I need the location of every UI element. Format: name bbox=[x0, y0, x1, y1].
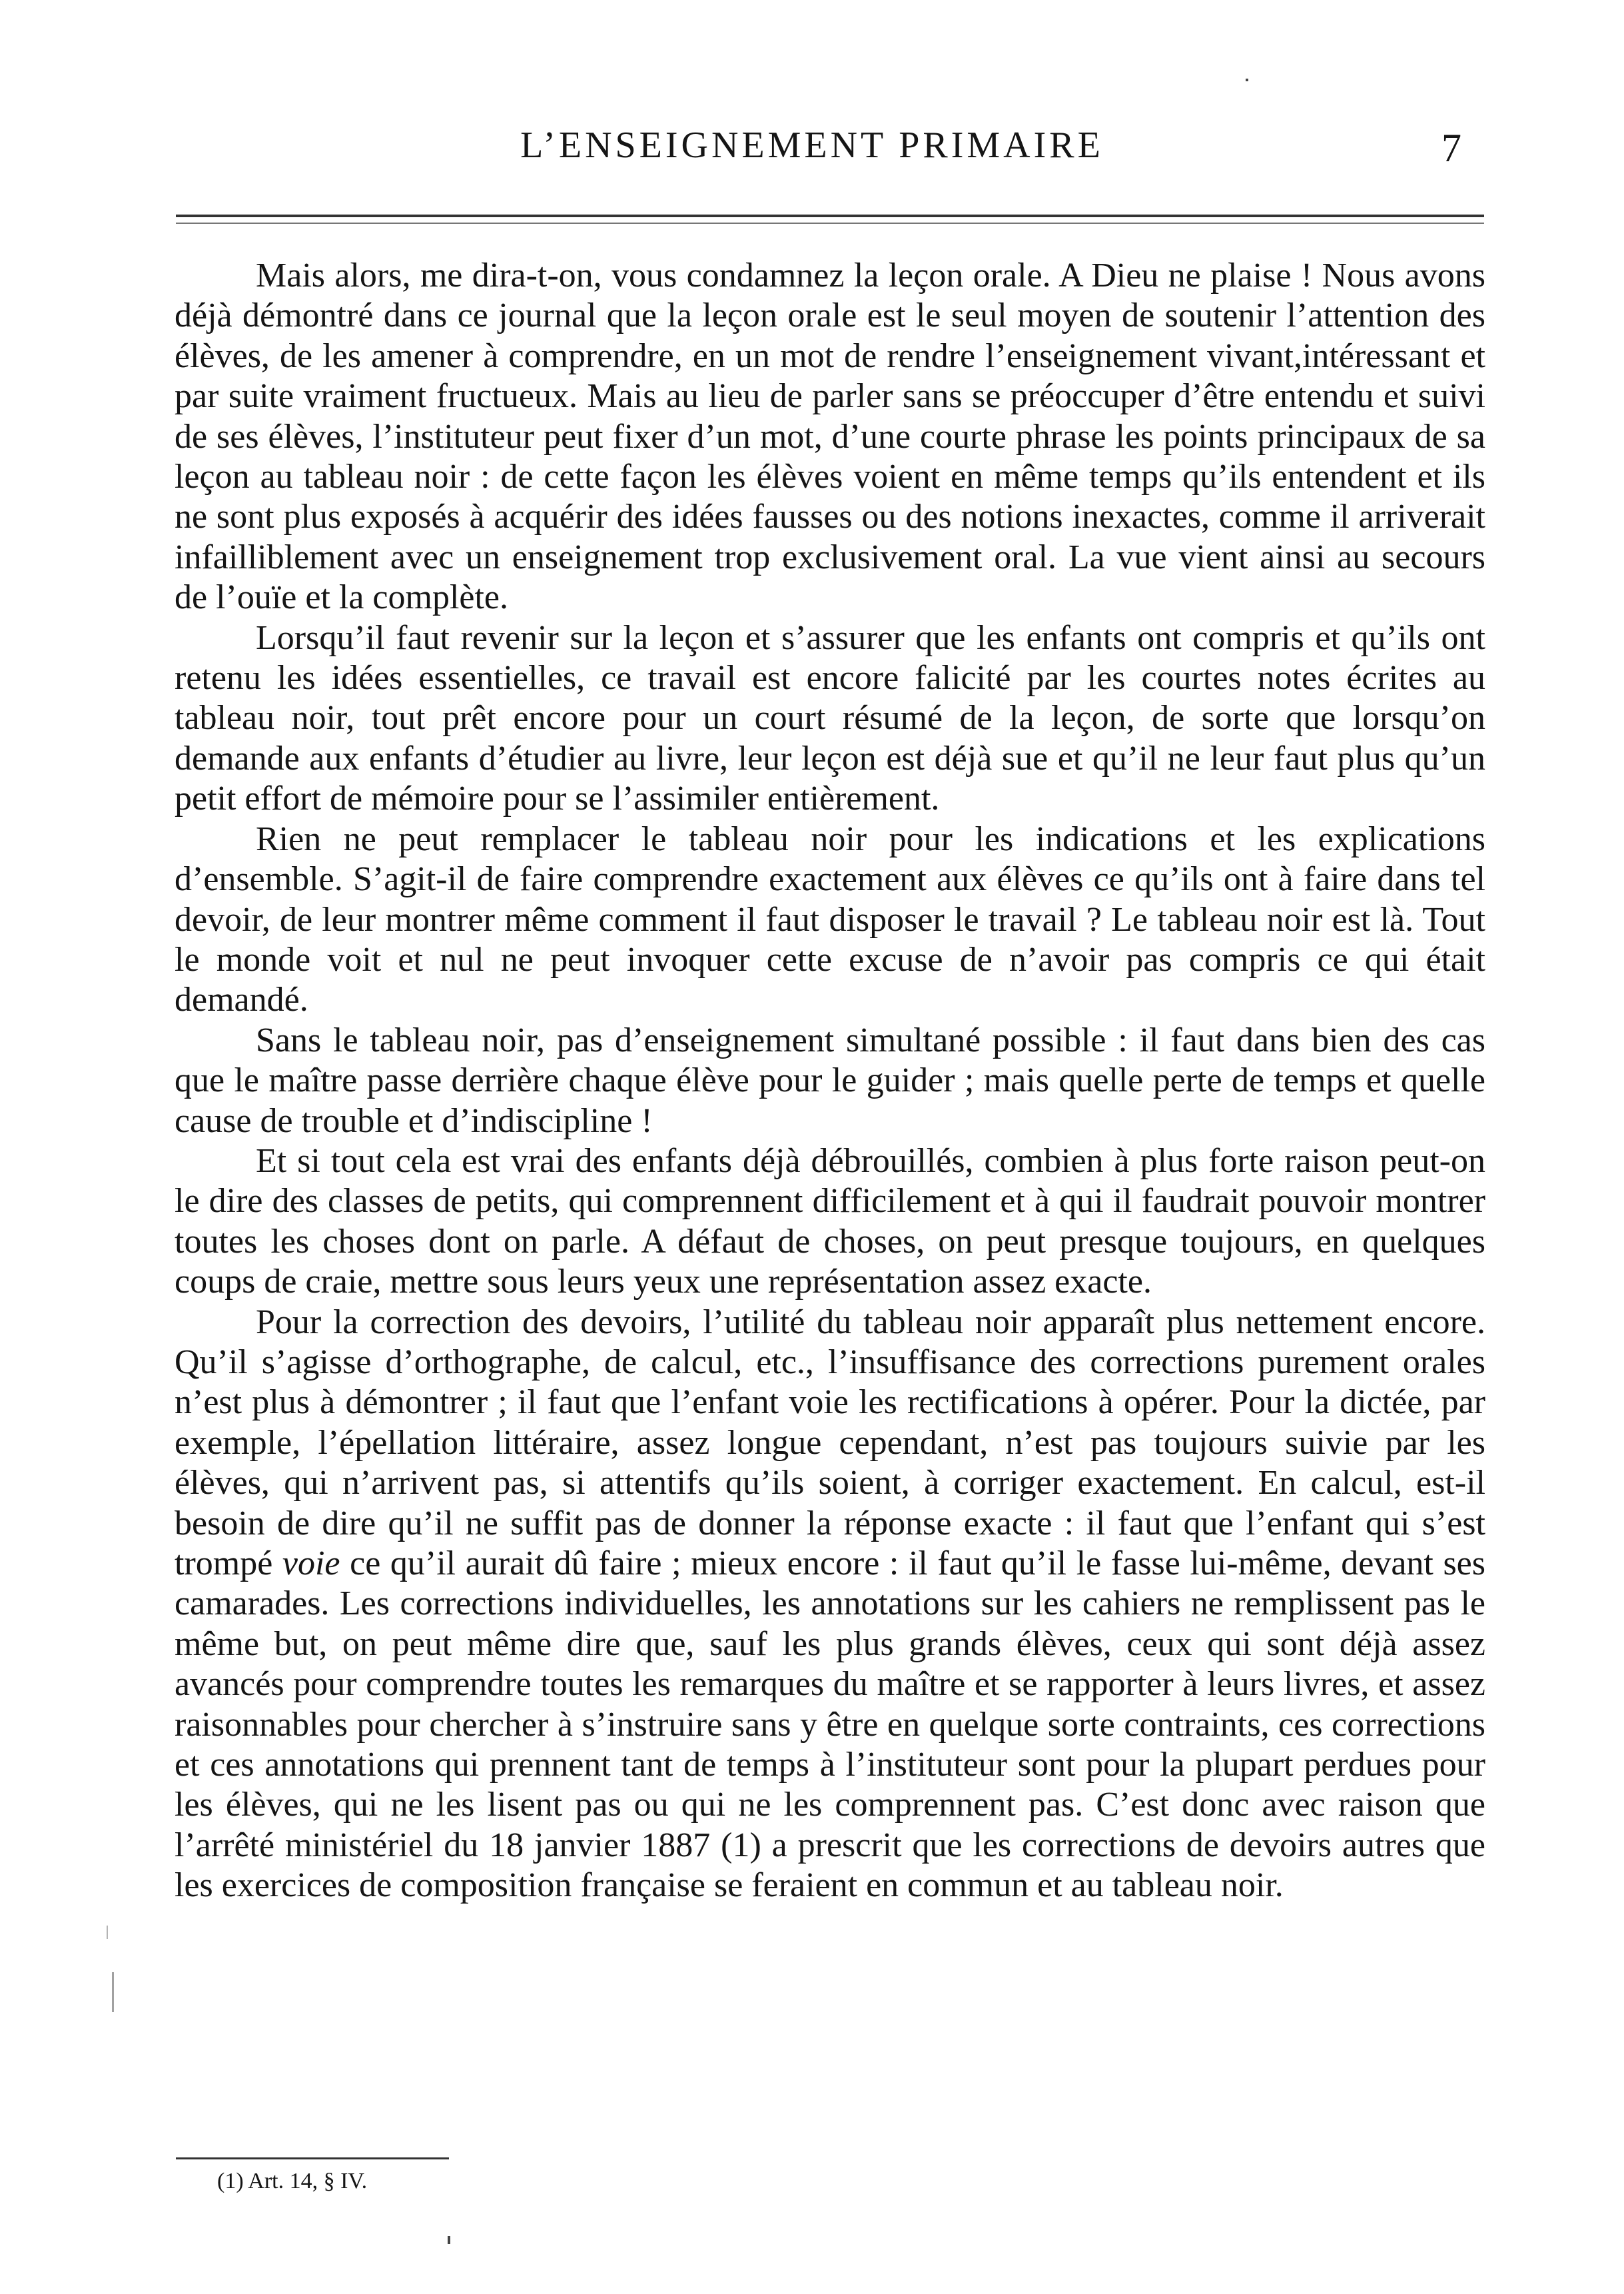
paragraph: Rien ne peut remplacer le tableau noir pour les indications et les explications d’ensemble. S’agit-il de faire comprendre exactement aux élèves ce qu’ils ont à faire dans tel devoir, de leur montrer même comment il faut disposer le travail ? Le tableau noir est là. Tout le monde voit et nul ne peut invoquer cette excuse de n’avoir pas compris ce qui était demandé. bbox=[175, 820, 1485, 1019]
paragraph-text: Pour la correction des devoirs, l’utilité du tableau noir apparaît plus nettement encore. Qu’il s’agisse d’orthographe, de calcul, etc., l’insuffisance des corrections purement orales n’est plus à démontrer ; il faut que l’enfant voie les rectifications à opérer. Pour la dictée, par exemple, l’épellation littéraire, assez longue cependant, n’est pas toujours suivie par les élèves, qui n’arrivent pas, si attentifs qu’ils soient, à corriger exactement. En calcul, est-il besoin de dire qu’il ne suffit pas de donner la réponse exacte : il faut que l’enfant qui s’est trompé bbox=[175, 1303, 1485, 1582]
scan-speck bbox=[112, 1972, 114, 2012]
scan-speck bbox=[1246, 79, 1248, 81]
paragraph: Lorsqu’il faut revenir sur la leçon et s’assurer que les enfants ont compris et qu’ils ont retenu les idées essentielles, ce travail est encore falicité par les courtes notes écrites au tableau noir, tout prêt encore pour un court résumé de la leçon, de sorte que lorsqu’on demande aux enfants d’étudier au livre, leur leçon est déjà sue et qu’il ne leur faut plus qu’un petit effort de mémoire pour se l’assimiler entièrement. bbox=[175, 618, 1485, 818]
running-title: L’ENSEIGNEMENT PRIMAIRE bbox=[520, 125, 1104, 166]
paragraph: Et si tout cela est vrai des enfants déjà débrouillés, combien à plus forte raison peut-on le dire des classes de petits, qui comprennent difficilement et à qui il faudrait pouvoir montrer toutes les choses dont on parle. A défaut de choses, on peut presque toujours, en quelques coups de craie, mettre sous leurs yeux une représentation assez exacte. bbox=[175, 1141, 1485, 1301]
scan-speck bbox=[448, 2236, 450, 2244]
header-rule bbox=[176, 215, 1484, 217]
paragraph-text: ce qu’il aurait dû faire ; mieux encore : il faut qu’il le fasse lui-même, devant ses camarades. Les corrections individuelles, les annotations sur les cahiers ne remplissent pas le même but, on peut même dire que, sauf les plus grands élèves, ceux qui sont déjà assez avancés pour comprendre toutes les remarques du maître et se rapporter à leurs livres, et assez raisonnables pour chercher à s’instruire sans y être en quelque sorte contraints, ces corrections et ces annotations qui prennent tant de temps à l’instituteur sont pour la plupart perdues pour les élèves, qui ne les lisent pas ou qui ne les comprennent pas. C’est donc avec raison que l’arrêté ministériel du 18 janvier 1887 (1) a prescrit que les corrections de devoirs autres que les exercices de composition française se feraient en commun et au tableau noir. bbox=[175, 1544, 1486, 1905]
footnote: (1) Art. 14, § IV. bbox=[217, 2169, 368, 2193]
footnote-rule bbox=[176, 2157, 449, 2159]
paragraph: Sans le tableau noir, pas d’enseignement simultané possible : il faut dans bien des cas que le maître passe derrière chaque élève pour le guider ; mais quelle perte de temps et quelle cause de trouble et d’indiscipline ! bbox=[175, 1021, 1485, 1140]
header-rule-thin bbox=[176, 223, 1484, 224]
emphasis-word: voie bbox=[282, 1544, 340, 1582]
page-number: 7 bbox=[1441, 126, 1461, 170]
scan-speck bbox=[107, 1926, 108, 1939]
paragraph bbox=[175, 1303, 1485, 1906]
paragraph: Mais alors, me dira-t-on, vous condamnez la leçon orale. A Dieu ne plaise ! Nous avons déjà démontré dans ce journal que la leçon orale est le seul moyen de soutenir l’attention des élèves, de les amener à comprendre, en un mot de rendre l’enseignement vivant,intéressant et par suite vraiment fructueux. Mais au lieu de parler sans se préoccuper d’être entendu et suivi de ses élèves, l’instituteur peut fixer d’un mot, d’une courte phrase les points principaux de sa leçon au tableau noir : de cette façon les élèves voient en même temps qu’ils entendent et ils ne sont plus exposés à acquérir des idées fausses ou des notions inexactes, comme il arriverait infailliblement avec un enseignement trop exclusivement oral. La vue vient ainsi au secours de l’ouïe et la complète. bbox=[175, 257, 1485, 617]
article-body bbox=[175, 256, 1485, 1906]
